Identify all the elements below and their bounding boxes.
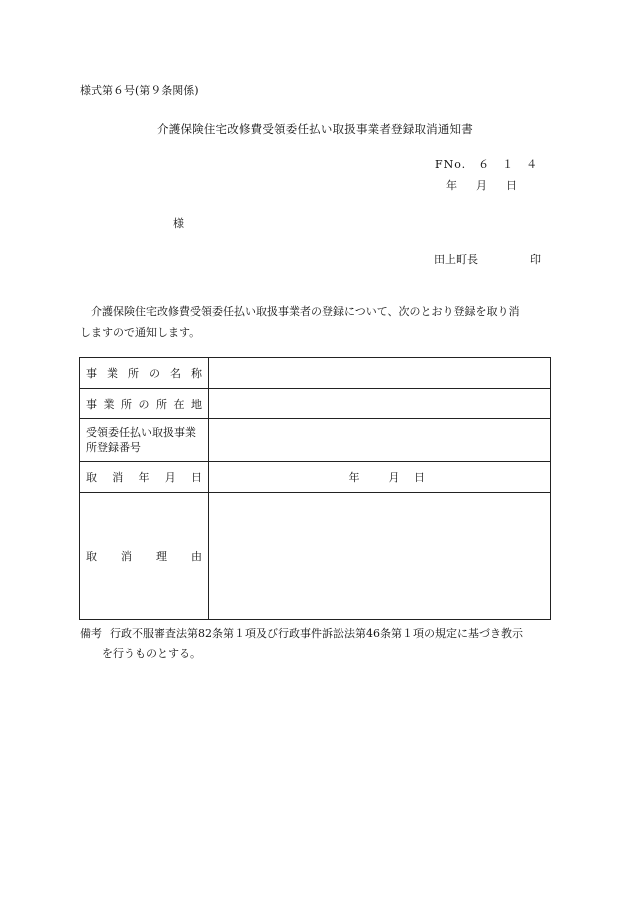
label-office-name <box>80 358 209 389</box>
label-char: 取 <box>86 471 97 484</box>
file-number: FNo. ６ １ ４ <box>435 158 539 171</box>
label-char: 由 <box>191 550 202 563</box>
issuer-name: 田上町長 <box>434 253 478 266</box>
table-row <box>80 419 551 462</box>
label-registration-number: 受領委任払い取扱事業所登録番号 <box>80 419 209 462</box>
label-char: の <box>138 397 150 411</box>
label-char: 日 <box>191 471 202 484</box>
table-row <box>80 493 551 620</box>
label-char: 取 <box>86 550 97 563</box>
notice-body-line-2: しますので通知します。 <box>80 326 201 339</box>
value-registration-number <box>209 419 551 462</box>
remark-line-2: を行うものとする。 <box>102 647 201 660</box>
remark-line-1: 行政不服審査法第82条第１項及び行政事件訴訟法第46条第１項の規定に基づき教示 <box>110 627 523 640</box>
table-row <box>80 462 551 493</box>
value-office-address <box>209 389 551 419</box>
label-char: 事 <box>86 397 97 411</box>
table-row <box>80 389 551 419</box>
label-char: 称 <box>191 367 202 380</box>
label-char: 消 <box>112 471 124 484</box>
label-office-address <box>80 389 209 419</box>
label-char: 事 <box>86 367 97 380</box>
seal-mark: 印 <box>530 253 541 266</box>
notice-body <box>80 301 555 343</box>
label-char: 名 <box>170 367 181 380</box>
cancel-date-day: 日 <box>414 471 425 484</box>
label-char: 月 <box>164 471 176 484</box>
label-char: 所 <box>121 397 132 411</box>
label-char: 地 <box>191 397 202 411</box>
registration-info-table <box>79 357 551 620</box>
document-title: 介護保険住宅改修費受領委任払い取扱事業者登録取消通知書 <box>157 122 473 136</box>
label-char: 業 <box>103 397 115 411</box>
addressee-honorific: 様 <box>173 217 184 230</box>
label-char: 業 <box>107 367 118 380</box>
label-cancellation-reason <box>80 493 209 620</box>
value-cancellation-date <box>209 462 551 493</box>
value-cancellation-reason <box>209 493 551 620</box>
label-char: 理 <box>156 550 167 563</box>
issue-date-day: 日 <box>506 179 517 192</box>
label-char: 年 <box>138 471 150 484</box>
notice-body-line-1: 介護保険住宅改修費受領委任払い取扱事業者の登録について、次のとおり登録を取り消 <box>91 305 520 318</box>
issue-date-year: 年 <box>446 179 457 192</box>
label-char: 所 <box>156 397 167 411</box>
form-number: 様式第６号(第９条関係) <box>80 84 199 97</box>
table-row <box>80 358 551 389</box>
label-char: 所 <box>128 367 139 380</box>
label-char: 在 <box>173 397 185 411</box>
label-char: の <box>149 367 160 380</box>
label-char: 消 <box>121 550 132 563</box>
value-office-name <box>209 358 551 389</box>
cancel-date-year: 年 <box>348 471 360 484</box>
issuer-block <box>434 251 541 267</box>
issue-date-line <box>446 177 517 193</box>
cancel-date-month: 月 <box>388 471 400 484</box>
remark-head: 備考 <box>80 627 102 640</box>
label-cancellation-date <box>80 462 209 493</box>
issue-date-month: 月 <box>476 179 487 192</box>
remark-note <box>80 624 555 664</box>
